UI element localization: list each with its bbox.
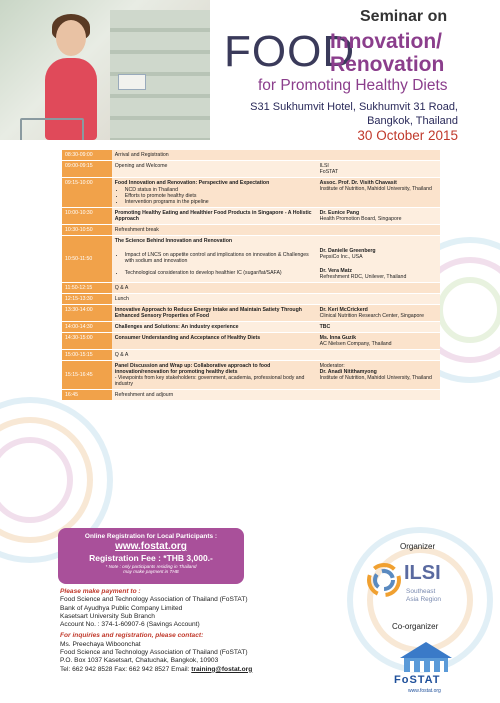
agenda-topic: Lunch <box>112 294 440 305</box>
agenda-row <box>62 283 440 294</box>
contact-line: Food Science and Technology Association of Thailand (FoSTAT) <box>60 649 248 657</box>
agenda-row <box>62 322 440 333</box>
registration-fee: Registration Fee : *THB 3,000.- <box>89 553 213 563</box>
agenda-time: 10:00-10:30 <box>62 208 112 225</box>
topic-bullet: • NCD status in Thailand <box>125 187 314 193</box>
agenda-topic <box>112 361 317 390</box>
agenda-row <box>62 150 440 161</box>
registration-link[interactable]: www.fostat.org <box>115 541 187 552</box>
agenda-topic <box>112 236 317 283</box>
topic-bullet: • Intervention programs in the pipeline <box>125 199 314 205</box>
agenda-time: 10:30-10:50 <box>62 225 112 236</box>
agenda-topic: Innovative Approach to Reduce Energy Intake and Maintain Satiety Through Enhanced Sensory Properties of Food <box>112 305 317 322</box>
contact-email-link[interactable]: training@fostat.org <box>191 665 253 673</box>
agenda-time: 08:30-09:00 <box>62 150 112 161</box>
agenda-row <box>62 236 440 283</box>
agenda-time: 09:15-10:00 <box>62 178 112 208</box>
payment-heading: Please make payment to : <box>60 588 141 595</box>
registration-note: * Note : only participants residing in Thailand <box>105 564 197 569</box>
speaker-affiliation: Refreshment RDC, Unilever, Thailand <box>319 274 407 280</box>
contact-phone: Tel: 662 942 8528 Fax: 662 942 8527 Email: <box>60 665 190 673</box>
agenda-time: 15:15-16:45 <box>62 361 112 390</box>
title-subtitle: for Promoting Healthy Diets <box>258 77 448 94</box>
contact-heading: For inquiries and registration, please contact: <box>60 632 204 640</box>
agenda-time: 14:00-14:30 <box>62 322 112 333</box>
ilsi-name: ILSI <box>404 562 441 584</box>
agenda-time: 16:45 <box>62 390 112 401</box>
payment-line: Bank of Ayudhya Public Company Limited <box>60 604 183 612</box>
speaker-affiliation: Institute of Nutrition, Mahidol University, Thailand <box>319 375 432 381</box>
registration-box <box>58 528 244 584</box>
payment-line: Kasetsart University Sub Branch <box>60 612 155 620</box>
agenda-row <box>62 294 440 305</box>
agenda-time: 12:15-13:30 <box>62 294 112 305</box>
agenda-time: 11:50-12:15 <box>62 283 112 294</box>
agenda-speaker <box>317 305 440 322</box>
speaker-affiliation: Institute of Nutrition, Mahidol University, Thailand <box>319 186 432 192</box>
agenda-topic: Q & A <box>112 283 440 294</box>
agenda-time: 15:00-15:15 <box>62 350 112 361</box>
agenda-topic: Consumer Understanding and Acceptance of Healthy Diets <box>112 333 317 350</box>
speaker-name: Ms. Inna Guzik <box>319 335 356 341</box>
agenda-speaker <box>317 208 440 225</box>
seminar-on-label: Seminar on <box>360 8 448 25</box>
venue-line-1: S31 Sukhumvit Hotel, Sukhumvit 31 Road, <box>250 101 458 113</box>
agenda-speaker: TBC <box>317 322 440 333</box>
speaker-name: Dr. Vera Matz <box>319 268 352 274</box>
ilsi-region-line: Asia Region <box>406 595 442 603</box>
speaker-affiliation: Clinical Nutrition Research Center, Singapore <box>319 313 425 319</box>
speaker-name: Dr. Danielle Greenberg <box>319 248 376 254</box>
speaker-name: Dr. Keri McCrickerd <box>319 307 368 313</box>
speaker-name: Dr. Eunice Pang <box>319 210 360 216</box>
registration-note: may make payment in THB <box>123 569 179 574</box>
contact-line: P.O. Box 1037 Kasetsart, Chatuchak, Bangkok, 10903 <box>60 657 219 665</box>
speaker-affiliation: PepsiCo Inc., USA <box>319 254 363 260</box>
agenda-row <box>62 350 440 361</box>
agenda-topic: Refreshment break <box>112 225 440 236</box>
topic-detail: - Viewpoints from key stakeholders: government, academia, professional body and industry <box>114 375 305 387</box>
speaker-org: FoSTAT <box>319 169 339 175</box>
contact-line <box>60 666 252 674</box>
agenda-time: 10:50-11:50 <box>62 236 112 283</box>
event-date: 30 October 2015 <box>357 128 458 143</box>
fostat-url: www.fostat.org <box>408 688 441 694</box>
agenda-speaker <box>317 333 440 350</box>
agenda-time: 13:30-14:00 <box>62 305 112 322</box>
topic-title: The Science Behind Innovation and Renovation <box>114 238 233 244</box>
topic-title: Food Innovation and Renovation: Perspective and Expectation <box>114 180 270 186</box>
registration-heading: Online Registration for Local Participants : <box>84 533 218 540</box>
agenda-topic: Refreshment and adjourn <box>112 390 440 401</box>
speaker-org: ILSI <box>319 163 329 169</box>
speaker-label: Moderator: <box>319 363 345 369</box>
agenda-time: 14:30-15:00 <box>62 333 112 350</box>
agenda-speaker <box>317 178 440 208</box>
title-innovation: Innovation/ <box>330 30 442 53</box>
agenda-time: 09:00-09:15 <box>62 161 112 178</box>
agenda-topic <box>112 178 317 208</box>
speaker-name: Assoc. Prof. Dr. Visith Chavasit <box>319 180 397 186</box>
organizer-label: Organizer <box>400 542 436 551</box>
agenda-topic: Challenges and Solutions: An industry experience <box>112 322 317 333</box>
coorganizer-label: Co-organizer <box>392 622 439 631</box>
topic-title: Panel Discussion and Wrap up: Collaborative approach to food innovation/renovation for promoting healthy diets <box>114 363 271 375</box>
agenda-row <box>62 390 440 401</box>
fostat-logo <box>386 640 466 692</box>
ilsi-logo <box>366 560 476 612</box>
agenda-topic: Promoting Healthy Eating and Healthier Food Products in Singapore - A Holistic Approach <box>112 208 317 225</box>
ilsi-region-line: Southeast <box>406 588 436 595</box>
agenda-topic: Opening and Welcome <box>112 161 317 178</box>
fostat-building-icon <box>396 640 456 674</box>
venue-line-2: Bangkok, Thailand <box>367 115 458 127</box>
topic-bullet: • Technological consideration to develop healthier IC (sugar/fat/SAFA) <box>125 270 314 276</box>
agenda-row <box>62 208 440 225</box>
fostat-name: FoSTAT <box>394 674 441 686</box>
speaker-name: Dr. Anadi Nitithamyong <box>319 369 377 375</box>
topic-bullet: • Efforts to promote healthy diets <box>125 193 314 199</box>
agenda-row <box>62 305 440 322</box>
agenda-speaker <box>317 361 440 390</box>
speaker-affiliation: Health Promotion Board, Singapore <box>319 216 402 222</box>
topic-bullet: • Impact of LNCS on appetite control and implications on innovation & Challenges with sodium and innovation <box>125 252 314 264</box>
agenda-row <box>62 178 440 208</box>
agenda-speaker <box>317 161 440 178</box>
agenda-table <box>62 150 440 401</box>
agenda-topic: Q & A <box>112 350 440 361</box>
agenda-row <box>62 225 440 236</box>
food-logo-text: FOOD <box>224 27 356 76</box>
shopper-photo <box>0 0 210 140</box>
agenda-speaker <box>317 236 440 283</box>
payment-line: Account No. : 374-1-60907-6 (Savings Account) <box>60 621 200 629</box>
ilsi-ring-icon <box>366 562 402 598</box>
ilsi-region <box>406 588 441 603</box>
speaker-affiliation: AC Nielsen Company, Thailand <box>319 341 392 347</box>
agenda-row <box>62 361 440 390</box>
agenda-topic: Arrival and Registration <box>112 150 440 161</box>
agenda-row <box>62 333 440 350</box>
agenda-row <box>62 161 440 178</box>
payment-line: Food Science and Technology Association of Thailand (FoSTAT) <box>60 596 248 604</box>
payment-info <box>60 588 252 674</box>
contact-line: Ms. Preechaya Wiboonchat <box>60 640 141 648</box>
title-renovation: Renovation <box>330 53 445 76</box>
